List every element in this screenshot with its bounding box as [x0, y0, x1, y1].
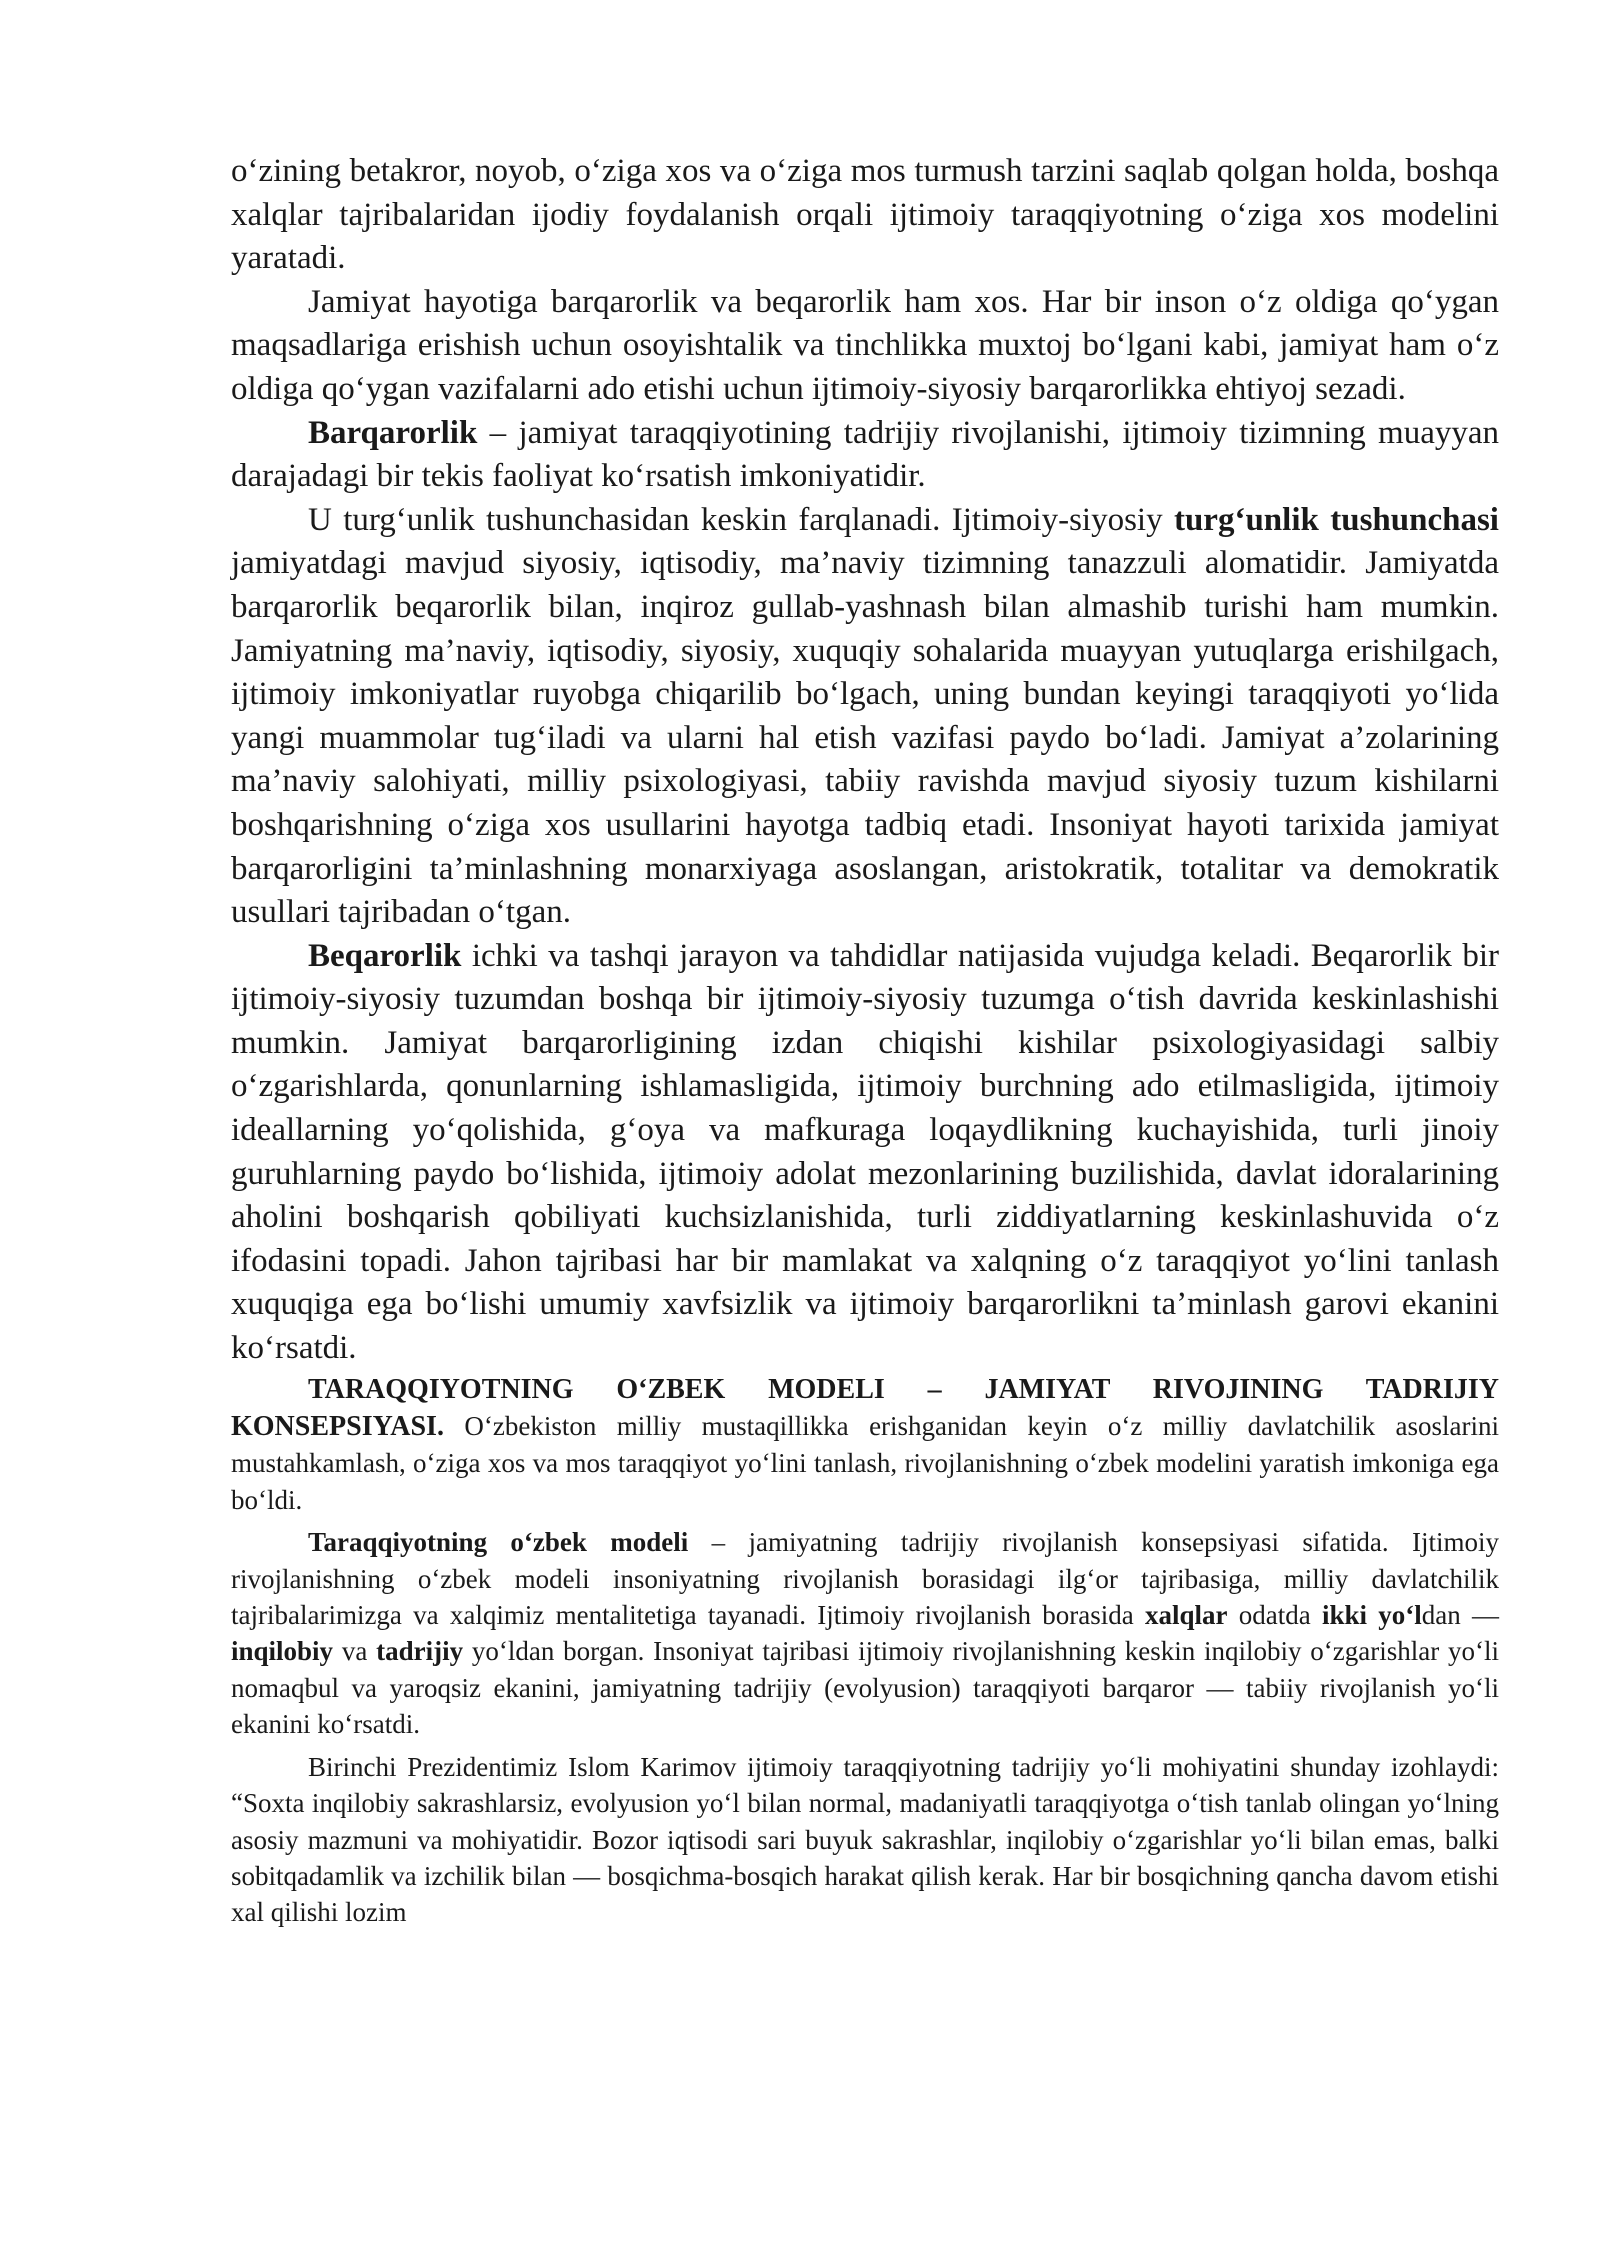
- term-xalqlar: xalqlar: [1144, 1600, 1228, 1631]
- paragraph-karimov-quote: Birinchi Prezidentimiz Islom Karimov ijtimoiy taraqqiyotning tadrijiy yo‘li mohiyatini shunday izohlaydi: “Soxta inqilobiy sakrashlarsiz, evolyusion yo‘l bilan normal, madaniyatli taraqqiyotga o‘tish tanlab olingan yo‘lning asosiy mazmuni va mohiyatidir. Bozor iqtisodi sari buyuk sakrashlar, inqilobiy o‘zgarishlar yo‘li bilan emas, balki sobitqadamlik va izchilik bilan — bosqichma-bosqich harakat qilish kerak. Har bir bosqichning qancha davom etishi xal qilishi lozim: [231, 1751, 1499, 1928]
- paragraph-barqarorlik-text: – jamiyat taraqqiyotining tadrijiy rivojlanishi, ijtimoiy tizimning muayyan darajadagi bir tekis faoliyat ko‘rsatish imkoniyatidir.: [231, 414, 1499, 495]
- text-fragment: dan —: [1421, 1600, 1499, 1631]
- paragraph-uzbek-model-text: – jamiyatning tadrijiy rivojlanish konsepsiyasi sifatida. Ijtimoiy rivojlanishning o‘zbek modeli insoniyatning rivojlanish borasidagi ilg‘or tajribasiga, milliy davlatchilik tajribalarimizga va xalqimiz mentalitetiga tayanadi. Ijtimoiy rivojlanish borasida: [231, 1527, 1500, 1631]
- term-turgunlik: turg‘unlik tushunchasi: [1173, 501, 1499, 538]
- term-uzbek-model: Taraqqiyotning o‘zbek modeli: [308, 1527, 689, 1558]
- term-ikki-yol: ikki yo‘l: [1321, 1600, 1422, 1631]
- section-heading: TARAQQIYOTNING O‘ZBEK MODELI – JAMIYAT RIVOJINING TADRIJIY KONSEPSIYASI.: [231, 1373, 1499, 1443]
- document-page: [231, 150, 1499, 1931]
- paragraph-beqarorlik-text: ichki va tashqi jarayon va tahdidlar natijasida vujudga keladi. Beqarorlik bir ijtimoiy-siyosiy tuzumdan boshqa bir ijtimoiy-siyosiy tuzumga o‘tish davrida keskinlashishi mumkin. Jamiyat barqarorligining izdan chiqishi kishilar psixologiyasidagi salbiy o‘zgarishlarda, qonunlarning ishlamasligida, ijtimoiy burchning ado etilmasligida, ijtimoiy ideallarning yo‘qolishida, g‘oya va mafkuraga loqaydlikning kuchayishida, turli jinoiy guruhlarning paydo bo‘lishida, ijtimoiy adolat mezonlarining buzilishida, davlat idoralarining aholini boshqarish qobiliyati kuchsizlanishida, turli ziddiyatlarning keskinlashuvida o‘z ifodasini topadi. Jahon tajribasi har bir mamlakat va xalqning o‘z taraqqiyot yo‘lini tanlash xuquqiga ega bo‘lishi umumiy xavfsizlik va ijtimoiy barqarorlikni ta’minlash garovi ekanini ko‘rsatdi.: [231, 937, 1499, 1367]
- section-heading-paragraph: [231, 1371, 1499, 1519]
- paragraph-turgunlik: [231, 499, 1499, 935]
- term-beqarorlik: Beqarorlik: [308, 937, 462, 974]
- section-intro-text: O‘zbekiston milliy mustaqillikka erishganidan keyin o‘z milliy davlatchilik asoslarini mustahkamlash, o‘ziga xos va mos taraqqiyot yo‘lini tanlash, rivojlanishning o‘zbek modelini yaratish imkoniga ega bo‘ldi.: [231, 1411, 1499, 1515]
- term-barqarorlik: Barqarorlik: [308, 414, 478, 451]
- paragraph-uzbek-model: [231, 1524, 1499, 1742]
- paragraph-turgunlik-intro: U turg‘unlik tushunchasidan keskin farqlanadi. Ijtimoiy-siyosiy: [308, 501, 1174, 538]
- term-inqilobiy: inqilobiy: [231, 1636, 334, 1667]
- text-fragment: odatda: [1227, 1600, 1322, 1631]
- paragraph-beqarorlik: [231, 935, 1499, 1371]
- main-text: [231, 150, 1499, 1371]
- paragraph-barqarorlik: [231, 412, 1499, 499]
- paragraph-2: Jamiyat hayotiga barqarorlik va beqarorlik ham xos. Har bir inson o‘z oldiga qo‘ygan maqsadlariga erishish uchun osoyishtalik va tinchlikka muxtoj bo‘lgani kabi, jamiyat ham o‘z oldiga qo‘ygan vazifalarni ado etishi uchun ijtimoiy-siyosiy barqarorlikka ehtiyoj sezadi.: [231, 283, 1499, 407]
- term-tadrijiy: tadrijiy: [376, 1636, 464, 1667]
- text-fragment: va: [333, 1636, 377, 1667]
- paragraph-turgunlik-text: jamiyatdagi mavjud siyosiy, iqtisodiy, ma’naviy tizimning tanazzuli alomatidir. Jamiyatda barqarorlik beqarorlik bilan, inqiroz gullab-yashnash bilan almashib turishi ham mumkin. Jamiyatning ma’naviy, iqtisodiy, siyosiy, xuquqiy sohalarida muayyan yutuqlarga erishilgach, ijtimoiy imkoniyatlar ruyobga chiqarilib bo‘lgach, uning bundan keyingi taraqqiyoti yo‘lida yangi muammolar tug‘iladi va ularni hal etish vazifasi paydo bo‘ladi. Jamiyat a’zolarining ma’naviy salohiyati, milliy psixologiyasi, tabiiy ravishda mavjud siyosiy tuzum kishilarni boshqarishning o‘ziga xos usullarini hayotga tadbiq etadi. Insoniyat hayoti tarixida jamiyat barqarorligini ta’minlashning monarxiyaga asoslangan, aristokratik, totalitar va demokratik usullari tajribadan o‘tgan.: [231, 545, 1499, 931]
- paragraph-1: o‘zining betakror, noyob, o‘ziga xos va o‘ziga mos turmush tarzini saqlab qolgan holda, boshqa xalqlar tajribalaridan ijodiy foydalanish orqali ijtimoiy taraqqiyotning o‘ziga xos modelini yaratadi.: [231, 153, 1499, 277]
- text-fragment: yo‘ldan borgan. Insoniyat tajribasi ijtimoiy rivojlanishning keskin inqilobiy o‘zgarishlar yo‘li nomaqbul va yaroqsiz ekanini, jamiyatning tadrijiy (evolyusion) taraqqiyoti barqaror — tabiiy rivojlanish yo‘li ekanini ko‘rsatdi.: [231, 1636, 1499, 1740]
- section-uzbek-model: [231, 1371, 1499, 1931]
